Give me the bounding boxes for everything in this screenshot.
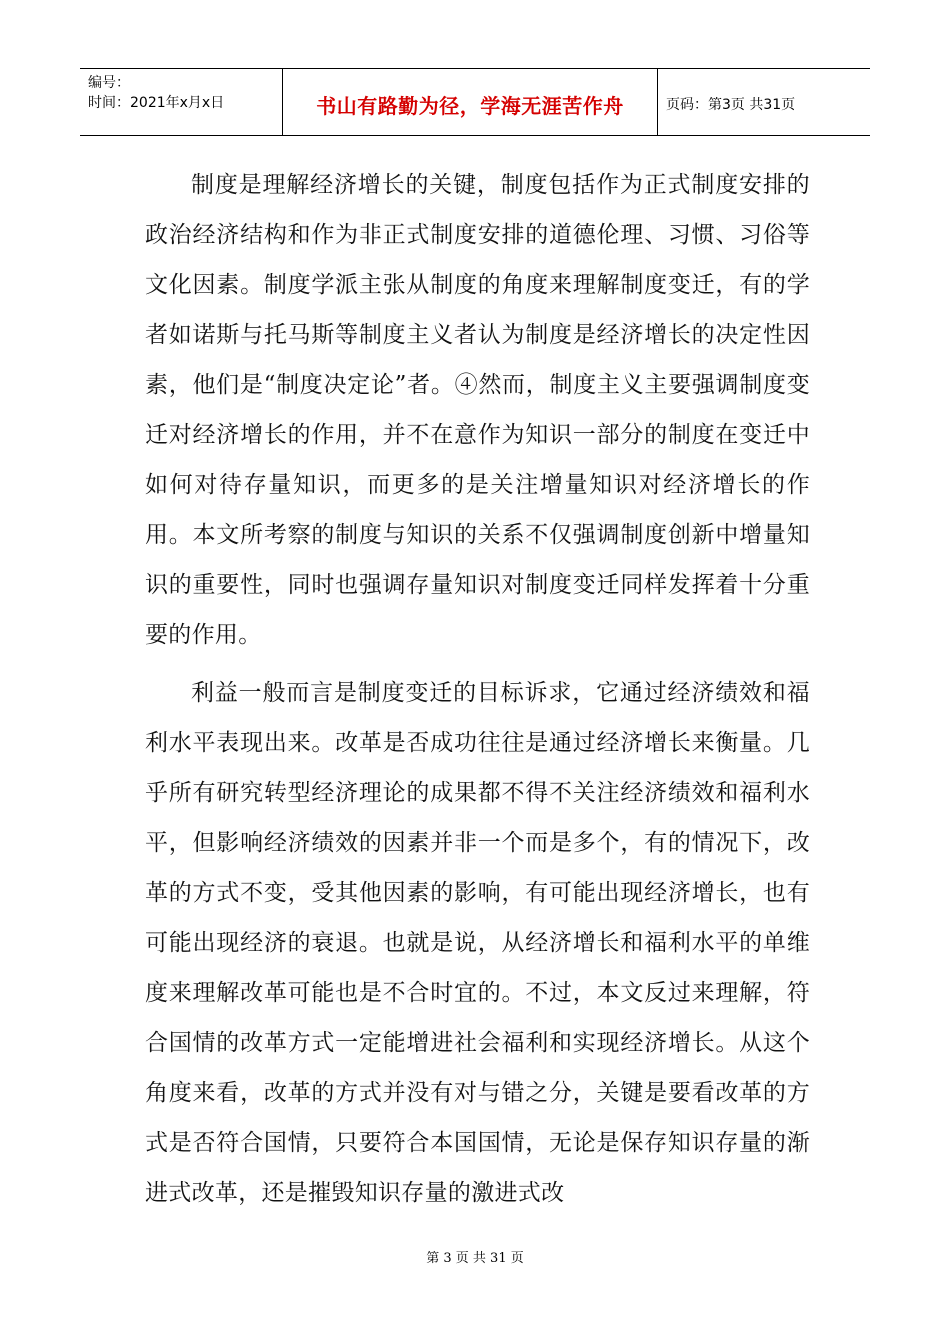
header-page-info: 页码：第3页 共31页 — [666, 97, 796, 113]
header-motto: 书山有路勤为径，学海无涯苦作舟 — [316, 93, 624, 118]
body-paragraph: 利益一般而言是制度变迁的目标诉求，它通过经济绩效和福利水平表现出来。改革是否成功往往是通过经济增长来衡量。几乎所有研究转型经济理论的成果都不得不关注经济绩效和福利水平，但影响经济绩效的因素并非一个而是多个，有的情况下，改革的方式不变，受其他因素的影响，有可能出现经济增长，也有可能出现经济的衰退。也就是说，从经济增长和福利水平的单维度来理解改革可能也是不合时宜的。不过，本文反过来理解，符合国情的改革方式一定能增进社会福利和实现经济增长。从这个角度来看，改革的方式并没有对与错之分，关键是要看改革的方式是否符合国情，只要符合本国国情，无论是保存知识存量的渐进式改革，还是摧毁知识存量的激进式改 — [145, 680, 810, 1206]
header-motto-cell — [283, 69, 658, 135]
header-meta — [80, 69, 283, 135]
page-header — [80, 68, 870, 136]
document-number-label: 编号： — [88, 75, 130, 91]
body-paragraph: 制度是理解经济增长的关键，制度包括作为正式制度安排的政治经济结构和作为非正式制度安排的道德伦理、习惯、习俗等文化因素。制度学派主张从制度的角度来理解制度变迁，有的学者如诺斯与托马斯等制度主义者认为制度是经济增长的决定性因素，他们是“制度决定论”者。④然而，制度主义主要强调制度变迁对经济增长的作用，并不在意作为知识一部分的制度在变迁中如何对待存量知识，而更多的是关注增量知识对经济增长的作用。本文所考察的制度与知识的关系不仅强调制度创新中增量知识的重要性，同时也强调存量知识对制度变迁同样发挥着十分重要的作用。 — [145, 172, 810, 648]
page-footer: 第 3 页 共 31 页 — [426, 1251, 524, 1266]
document-body — [145, 160, 810, 1218]
document-time-label: 时间：2021年x月x日 — [88, 95, 225, 111]
